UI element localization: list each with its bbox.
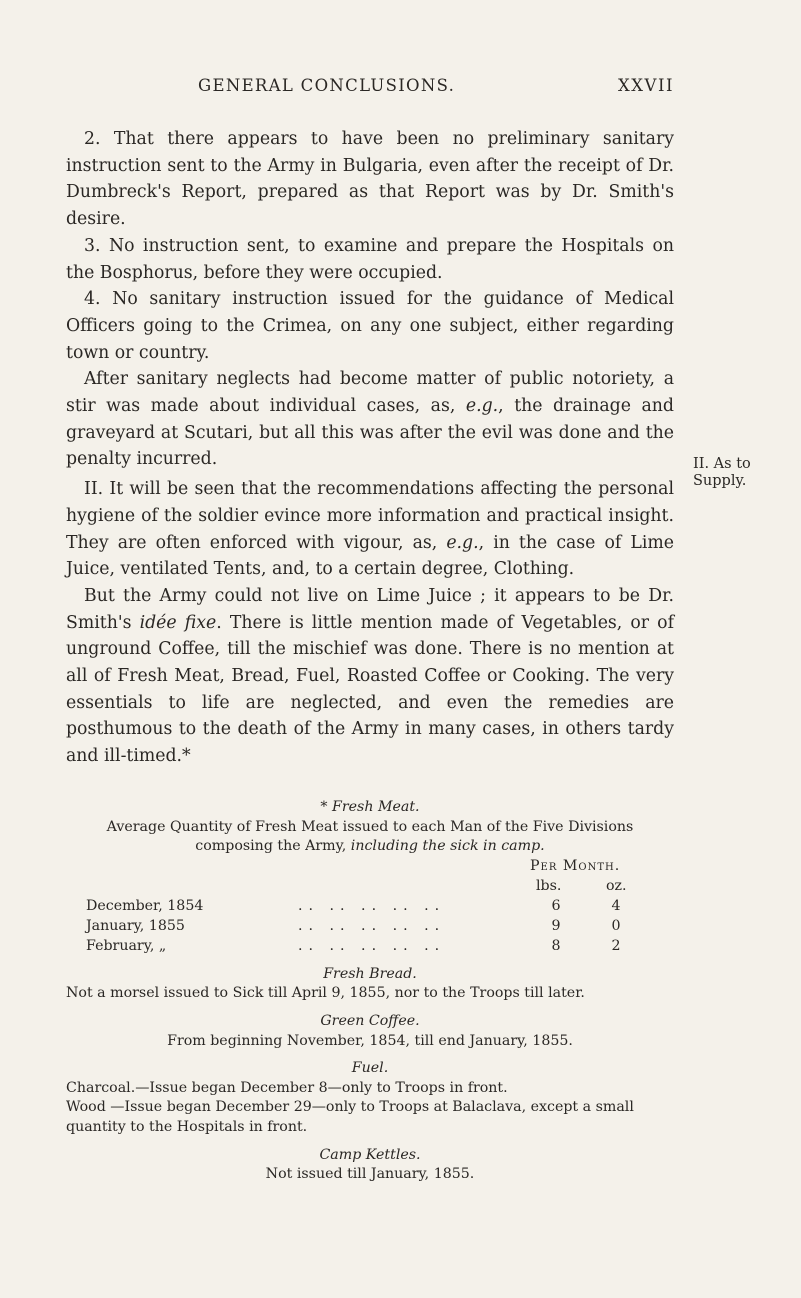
camp-kettles-text: Not issued till January, 1855.: [265, 1166, 475, 1183]
unit-lbs: lbs.: [536, 877, 562, 894]
month-cell: December, 1854: [86, 897, 204, 914]
paragraph-section-ii: [66, 476, 674, 583]
text-segment: Average Quantity of Fresh Meat issued to each Man of the Five Divisions composing the Army,: [106, 818, 634, 855]
fresh-meat-intro: [66, 818, 674, 857]
eg-italic: e.g.: [465, 396, 499, 417]
page-number: XXVII: [618, 76, 674, 95]
lbs-cell: 8: [551, 937, 561, 954]
fresh-bread-text: Not a morsel issued to Sick till April 9, 1855, nor to the Troops till later.: [66, 985, 585, 1002]
running-header: [66, 76, 674, 106]
per-month-label: Per Month.: [530, 857, 621, 874]
oz-cell: 4: [611, 897, 621, 914]
unit-oz: oz.: [606, 877, 627, 894]
lbs-cell: 9: [551, 917, 561, 934]
paragraph-2: 2. That there appears to have been no preliminary sanitary instruction sent to the Army in Bulgaria, even after the receipt of Dr. Dumbreck's Report, prepared as that Report was by Dr. Smith's desire.: [66, 129, 674, 230]
paragraph-after-neglects: [66, 366, 674, 473]
leader-dots: .. .. .. .. ..: [298, 917, 446, 934]
eg-italic: e.g.: [446, 532, 479, 553]
fuel-charcoal-text: Charcoal.—Issue began December 8—only to Troops in front.: [66, 1079, 508, 1096]
margin-note: II. As to Supply.: [693, 456, 751, 489]
fresh-meat-heading: * Fresh Meat.: [320, 799, 420, 815]
table-row: [66, 937, 674, 957]
table-row: [66, 917, 674, 937]
paragraph-lime-juice: [66, 583, 674, 770]
units-row: [66, 877, 674, 897]
per-month-row: [66, 857, 674, 877]
header-title: GENERAL CONCLUSIONS.: [198, 76, 456, 95]
oz-cell: 2: [611, 937, 621, 954]
fuel-wood-text: Wood —Issue began December 29—only to Troops at Balaclava, except a small quantity to the Hospitals in front.: [66, 1099, 634, 1135]
month-cell: January, 1855: [86, 917, 185, 934]
idee-fixe-italic: idée fixe: [139, 612, 217, 633]
footnote: [66, 798, 674, 1185]
text-segment: II. It will be seen that the recommendations affecting the personal hygiene of the soldier evince more information and practical insight. They are often enforced with vigour, as,: [66, 479, 674, 553]
paragraph-4: 4. No sanitary instruction issued for the guidance of Medical Officers going to the Crimea, on any one subject, either regarding town or country.: [66, 289, 674, 363]
table-row: [66, 897, 674, 917]
month-cell: February, „: [86, 937, 167, 954]
text-segment: After sanitary neglects had become matter of public notoriety, a stir was made about individual cases, as,: [66, 369, 674, 417]
text-segment: , the drainage and graveyard at Scutari, but all this was after the evil was done and the penalty incurred.: [66, 396, 674, 470]
camp-kettles-heading: Camp Kettles.: [319, 1146, 421, 1163]
text-segment: . There is little mention made of Vegetables, or of unground Coffee, till the mischief was done. There is no mention at all of Fresh Meat, Bread, Fuel, Roasted Coffee or Cooking. The very essentials to life are neglected, and even the remedies are posthumous to the death of the Army in many cases, in others tardy and ill-timed.*: [66, 612, 674, 767]
oz-cell: 0: [611, 917, 621, 934]
text-segment: , in the case of Lime Juice, ventilated Tents, and, to a certain degree, Clothing.: [66, 532, 674, 580]
fresh-bread-heading: Fresh Bread.: [323, 965, 417, 982]
leader-dots: .. .. .. .. ..: [298, 897, 446, 914]
lbs-cell: 6: [551, 897, 561, 914]
paragraph-3: 3. No instruction sent, to examine and prepare the Hospitals on the Bosphorus, before they were occupied.: [66, 235, 674, 283]
text-segment: But the Army could not live on Lime Juice ; it appears to be Dr. Smith's: [66, 585, 674, 633]
green-coffee-heading: Green Coffee.: [320, 1012, 420, 1029]
green-coffee-text: From beginning November, 1854, till end January, 1855.: [167, 1032, 573, 1049]
sick-in-camp-italic: including the sick in camp.: [350, 838, 545, 855]
fuel-heading: Fuel.: [351, 1060, 389, 1077]
leader-dots: .. .. .. .. ..: [298, 937, 446, 954]
main-text: [66, 126, 674, 770]
